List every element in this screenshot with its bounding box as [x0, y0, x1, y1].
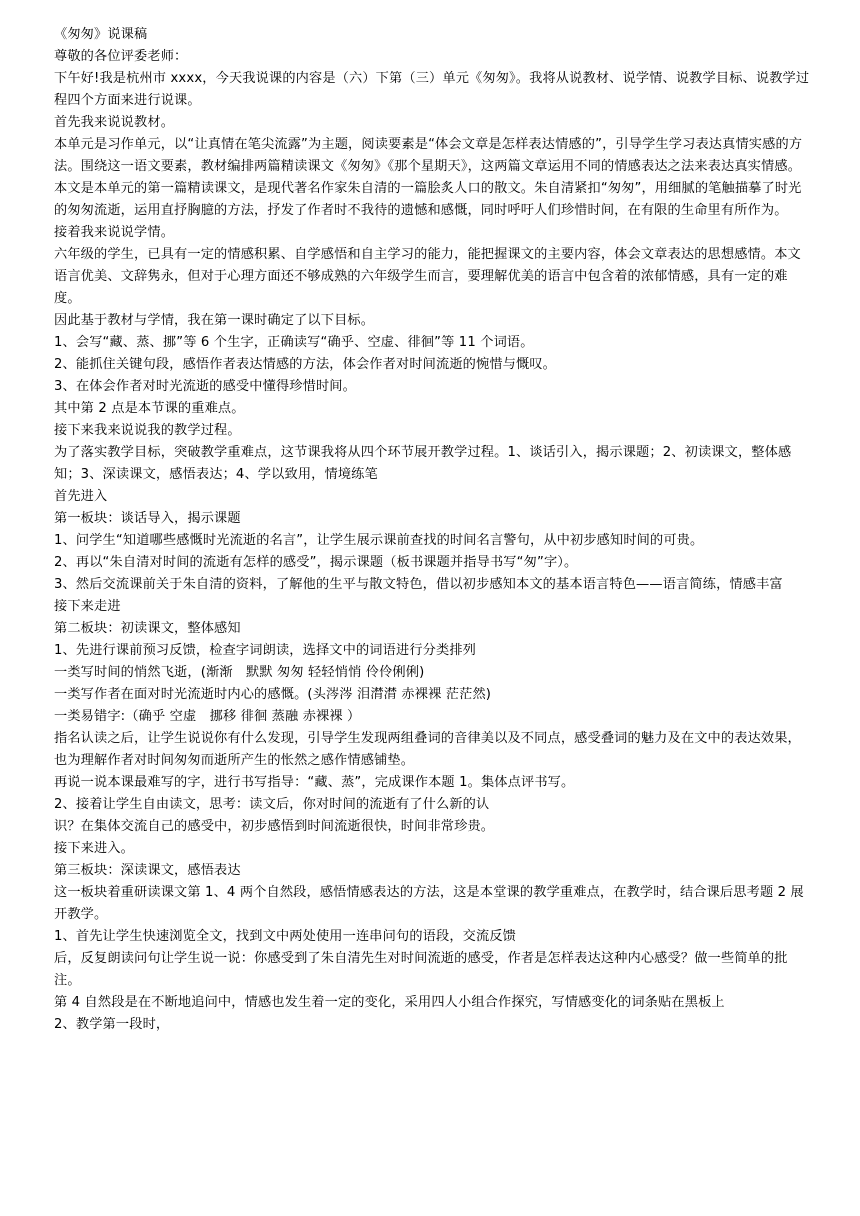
paragraph: 本文是本单元的第一篇精读课文，是现代著名作家朱自清的一篇脍炙人口的散文。朱自清紧扣“匆匆”，用细腻的笔触描摹了时光的匆匆流逝，运用直抒胸臆的方法，抒发了作者时不我待的遗憾和感慨，同时呼吁人们珍惜时间，在有限的生命里有所作为。	[54, 181, 802, 218]
block-heading: 第三板块：深读课文，感悟表达	[54, 863, 241, 878]
doc-title: 《匆匆》说课稿	[54, 27, 148, 42]
paragraph: 其中第 2 点是本节课的重难点。	[54, 401, 245, 416]
paragraph: 下午好!我是杭州市 xxxx，今天我说课的内容是（六）下第（三）单元《匆匆》。我将从说教材、说学情、说教学目标、说教学过程四个方面来进行说课。	[54, 71, 810, 108]
document-body	[54, 24, 812, 1036]
list-item: 2、能抓住关键句段，感悟作者表达情感的方法，体会作者对时间流逝的惋惜与慨叹。	[54, 357, 557, 372]
paragraph: 识？在集体交流自己的感受中，初步感悟到时间流逝很快，时间非常珍贵。	[54, 819, 495, 834]
section-heading: 接下来我来说说我的教学过程。	[54, 423, 241, 438]
list-item: 2、教学第一段时，	[54, 1017, 170, 1032]
list-item: 2、接着让学生自由读文，思考：读文后，你对时间的流逝有了什么新的认	[54, 797, 490, 812]
list-item: 3、在体会作者对时光流逝的感受中懂得珍惜时间。	[54, 379, 356, 394]
section-heading: 首先我来说说教材。	[54, 115, 175, 130]
salutation: 尊敬的各位评委老师：	[54, 49, 188, 64]
list-item: 1、先进行课前预习反馈，检查字词朗读，选择文中的词语进行分类排列	[54, 643, 476, 658]
paragraph: 本单元是习作单元，以“让真情在笔尖流露”为主题，阅读要素是“体会文章是怎样表达情感的”，引导学生学习表达真情实感的方法。围绕这一语文要素，教材编排两篇精读课文《匆匆》《那个星期天》，这两篇文章运用不同的情感表达之法来表达真实情感。	[54, 137, 803, 174]
word-group: 一类写作者在面对时光流逝时内心的感慨。(头涔涔 泪潸潸 赤裸裸 茫茫然)	[54, 687, 492, 702]
paragraph: 因此基于教材与学情，我在第一课时确定了以下目标。	[54, 313, 375, 328]
paragraph: 接下来进入。	[54, 841, 135, 856]
paragraph: 后，反复朗读问句让学生说一说：你感受到了朱自清先生对时间流逝的感受，作者是怎样表达这种内心感受？做一些简单的批注。	[54, 951, 788, 988]
list-item: 3、然后交流课前关于朱自清的资料，了解他的生平与散文特色，借以初步感知本文的基本语言特色——语言简练，情感丰富	[54, 577, 783, 592]
paragraph: 这一板块着重研读课文第 1、4 两个自然段，感悟情感表达的方法，这是本堂课的教学重难点，在教学时，结合课后思考题 2 展开教学。	[54, 885, 804, 922]
list-item: 1、首先让学生快速浏览全文，找到文中两处使用一连串问句的语段，交流反馈	[54, 929, 517, 944]
paragraph: 再说一说本课最难写的字，进行书写指导：“藏、蒸”，完成课作本题 1。集体点评书写。	[54, 775, 575, 790]
paragraph: 为了落实教学目标，突破教学重难点，这节课我将从四个环节展开教学过程。1、谈话引入，揭示课题；2、初读课文，整体感知；3、深读课文，感悟表达；4、学以致用，情境练笔	[54, 445, 792, 482]
paragraph: 指名认读之后，让学生说说你有什么发现，引导学生发现两组叠词的音律美以及不同点，感受叠词的魅力及在文中的表达效果，也为理解作者对时间匆匆而逝所产生的怅然之感作情感铺垫。	[54, 731, 801, 768]
paragraph: 第 4 自然段是在不断地追问中，情感也发生着一定的变化，采用四人小组合作探究，写情感变化的词条贴在黑板上	[54, 995, 725, 1010]
word-group: 一类易错字:（确乎 空虚 挪移 徘徊 蒸融 赤裸裸 ）	[54, 709, 361, 724]
paragraph: 六年级的学生，已具有一定的情感积累、自学感悟和自主学习的能力，能把握课文的主要内容，体会文章表达的思想感情。本文语言优美、文辞隽永，但对于心理方面还不够成熟的六年级学生而言，要理解优美的语言中包含着的浓郁情感，具有一定的难度。	[54, 247, 801, 306]
word-group: 一类写时间的悄然飞逝，(渐渐 默默 匆匆 轻轻悄悄 伶伶俐俐)	[54, 665, 425, 680]
list-item: 1、问学生“知道哪些感慨时光流逝的名言”，让学生展示课前查找的时间名言警句，从中初步感知时间的可贵。	[54, 533, 704, 548]
block-heading: 第一板块：谈话导入，揭示课题	[54, 511, 241, 526]
list-item: 2、再以“朱自清对时间的流逝有怎样的感受”，揭示课题（板书课题并指导书写“匆”字）。	[54, 555, 578, 570]
block-heading: 第二板块：初读课文，整体感知	[54, 621, 241, 636]
paragraph: 接下来走进	[54, 599, 121, 614]
section-heading: 接着我来说说学情。	[54, 225, 175, 240]
paragraph: 首先进入	[54, 489, 108, 504]
list-item: 1、会写“藏、蒸、挪”等 6 个生字，正确读写“确乎、空虚、徘徊”等 11 个词语。	[54, 335, 534, 350]
